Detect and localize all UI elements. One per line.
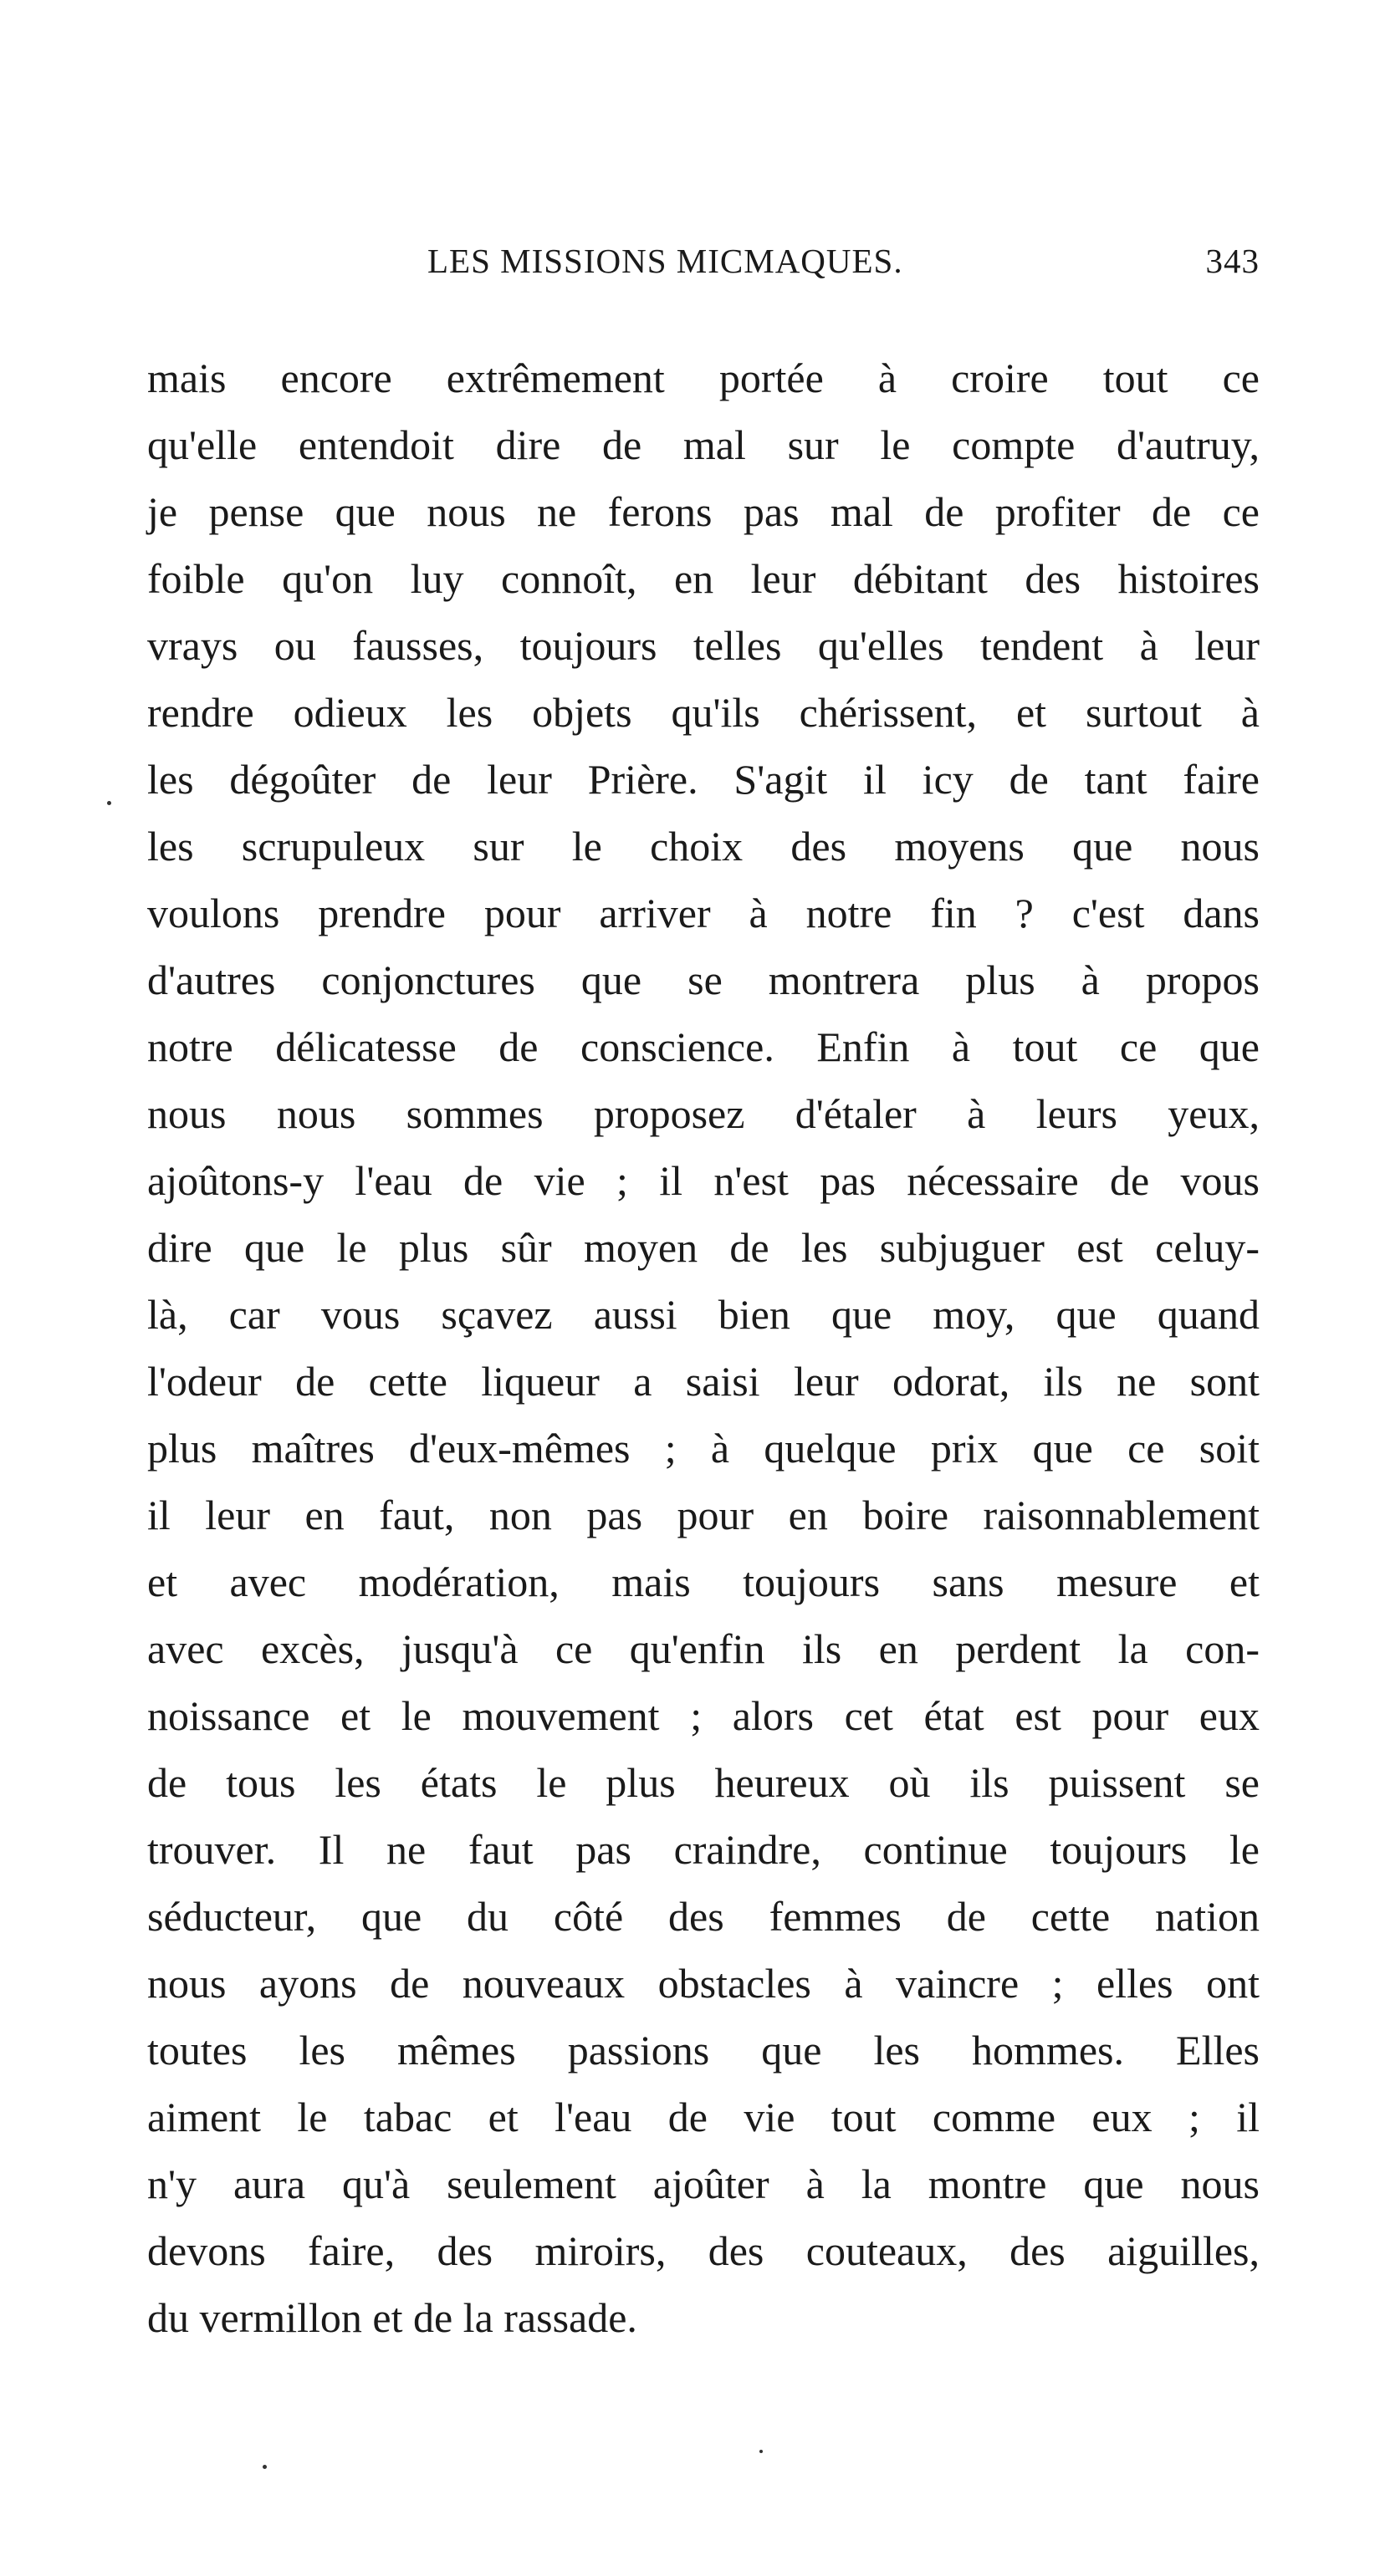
text-line: séducteur, que du côté des femmes de cette nation — [147, 1893, 1260, 1940]
text-line: nous ayons de nouveaux obstacles à vaincre ; elles ont — [147, 1960, 1260, 2007]
body-paragraph — [147, 344, 1260, 2351]
text-line: noissance et le mouvement ; alors cet état est pour eux — [147, 1692, 1260, 1739]
text-line: il leur en faut, non pas pour en boire raisonnablement — [147, 1492, 1260, 1538]
running-head — [147, 241, 1260, 291]
ink-speck — [107, 801, 111, 805]
text-line: vrays ou fausses, toujours telles qu'elles tendent à leur — [147, 622, 1260, 669]
text-line: toutes les mêmes passions que les hommes. Elles — [147, 2027, 1260, 2074]
text-line: ajoûtons-y l'eau de vie ; il n'est pas nécessaire de vous — [147, 1157, 1260, 1204]
text-line: avec excès, jusqu'à ce qu'enfin ils en perdent la con- — [147, 1625, 1260, 1672]
text-line: du vermillon et de la rassade. — [147, 2294, 637, 2341]
text-line: les scrupuleux sur le choix des moyens que nous — [147, 823, 1260, 870]
text-line: rendre odieux les objets qu'ils chérissent, et surtout à — [147, 689, 1260, 736]
text-line: foible qu'on luy connoît, en leur débitant des histoires — [147, 555, 1260, 602]
text-line: nous nous sommes proposez d'étaler à leurs yeux, — [147, 1090, 1260, 1137]
ink-speck — [759, 2450, 763, 2453]
text-line: qu'elle entendoit dire de mal sur le compte d'autruy, — [147, 421, 1260, 468]
text-line: devons faire, des miroirs, des couteaux, des aiguilles, — [147, 2227, 1260, 2274]
running-title: LES MISSIONS MICMAQUES. — [427, 242, 903, 280]
text-line: d'autres conjonctures que se montrera plus à propos — [147, 956, 1260, 1003]
text-line: voulons prendre pour arriver à notre fin ? c'est dans — [147, 890, 1260, 936]
text-line: notre délicatesse de conscience. Enfin à tout ce que — [147, 1023, 1260, 1070]
text-line: et avec modération, mais toujours sans mesure et — [147, 1558, 1260, 1605]
page-number: 343 — [1205, 242, 1260, 280]
ink-speck — [263, 2465, 267, 2469]
text-line: les dégoûter de leur Prière. S'agit il icy de tant faire — [147, 756, 1260, 803]
text-line: de tous les états le plus heureux où ils puissent se — [147, 1759, 1260, 1806]
text-line: trouver. Il ne faut pas craindre, continue toujours le — [147, 1826, 1260, 1873]
text-line: mais encore extrêmement portée à croire tout ce — [147, 355, 1260, 401]
text-line: je pense que nous ne ferons pas mal de profiter de ce — [147, 488, 1260, 535]
text-line: aiment le tabac et l'eau de vie tout comme eux ; il — [147, 2094, 1260, 2140]
text-line: dire que le plus sûr moyen de les subjuguer est celuy- — [147, 1224, 1260, 1271]
text-line: l'odeur de cette liqueur a saisi leur odorat, ils ne sont — [147, 1358, 1260, 1405]
text-line: plus maîtres d'eux-mêmes ; à quelque prix que ce soit — [147, 1425, 1260, 1472]
text-line: n'y aura qu'à seulement ajoûter à la montre que nous — [147, 2160, 1260, 2207]
text-line: là, car vous sçavez aussi bien que moy, que quand — [147, 1291, 1260, 1338]
